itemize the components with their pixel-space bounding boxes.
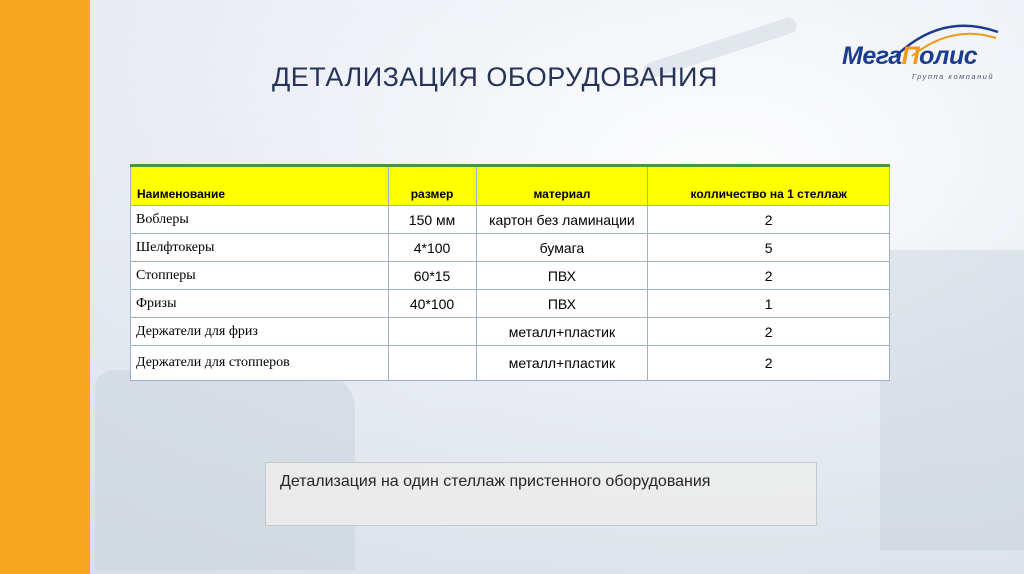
table-row bbox=[131, 346, 890, 381]
cell-size: 40*100 bbox=[388, 290, 476, 318]
cell-material: бумага bbox=[476, 234, 648, 262]
cell-material: картон без ламинации bbox=[476, 206, 648, 234]
header-name: Наименование bbox=[131, 166, 389, 206]
cell-quantity: 1 bbox=[648, 290, 890, 318]
table-row bbox=[131, 318, 890, 346]
logo-word-blue: Мега bbox=[842, 42, 902, 70]
cell-material: ПВХ bbox=[476, 262, 648, 290]
logo-wordmark bbox=[842, 42, 977, 71]
table-row bbox=[131, 234, 890, 262]
background-building-silhouette bbox=[880, 250, 1024, 550]
cell-quantity: 2 bbox=[648, 346, 890, 381]
cell-size: 4*100 bbox=[388, 234, 476, 262]
table-row bbox=[131, 206, 890, 234]
equipment-table bbox=[130, 164, 890, 381]
logo-word-orange: П bbox=[901, 42, 920, 70]
cell-name: Фризы bbox=[131, 290, 389, 318]
cell-quantity: 2 bbox=[648, 262, 890, 290]
table-row bbox=[131, 262, 890, 290]
cell-size bbox=[388, 346, 476, 381]
header-quantity: колличество на 1 стеллаж bbox=[648, 166, 890, 206]
logo-subtitle: Группа компаний bbox=[912, 72, 995, 81]
table-row bbox=[131, 290, 890, 318]
note-text: Детализация на один стеллаж пристенного оборудования bbox=[280, 473, 711, 490]
cell-size bbox=[388, 318, 476, 346]
table-header-row bbox=[131, 166, 890, 206]
cell-name: Шелфтокеры bbox=[131, 234, 389, 262]
cell-name: Держатели для стопперов bbox=[131, 346, 389, 381]
cell-quantity: 2 bbox=[648, 206, 890, 234]
cell-quantity: 5 bbox=[648, 234, 890, 262]
company-logo bbox=[832, 18, 1012, 98]
cell-size: 150 мм bbox=[388, 206, 476, 234]
logo-word-tail: олис bbox=[919, 42, 978, 70]
note-box bbox=[265, 462, 817, 526]
cell-material: металл+пластик bbox=[476, 318, 648, 346]
cell-name: Держатели для фриз bbox=[131, 318, 389, 346]
cell-quantity: 2 bbox=[648, 318, 890, 346]
orange-sidebar-band bbox=[0, 0, 90, 574]
header-material: материал bbox=[476, 166, 648, 206]
cell-size: 60*15 bbox=[388, 262, 476, 290]
header-size: размер bbox=[388, 166, 476, 206]
cell-material: металл+пластик bbox=[476, 346, 648, 381]
cell-material: ПВХ bbox=[476, 290, 648, 318]
cell-name: Стопперы bbox=[131, 262, 389, 290]
slide-title: ДЕТАЛИЗАЦИЯ ОБОРУДОВАНИЯ bbox=[272, 62, 718, 92]
cell-name: Воблеры bbox=[131, 206, 389, 234]
